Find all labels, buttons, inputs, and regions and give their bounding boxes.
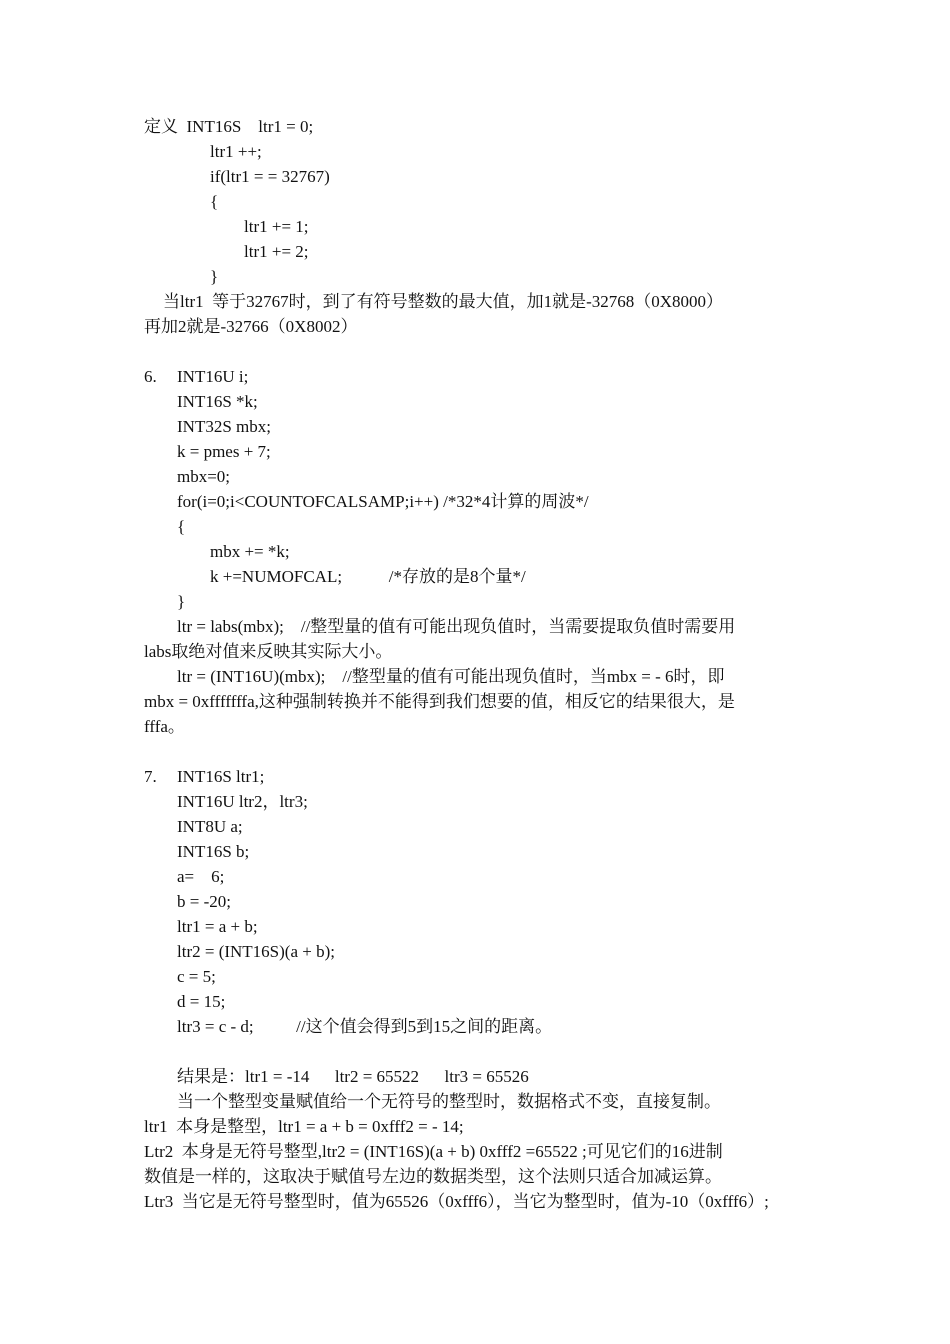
code-line: ltr1 ++; — [210, 142, 262, 161]
explanation-line: 当一个整型变量赋值给一个无符号的整型时，数据格式不变，直接复制。 — [177, 1092, 721, 1111]
code-line: d = 15; — [177, 992, 226, 1011]
code-line: c = 5; — [177, 967, 216, 986]
section-number: 7. — [144, 767, 157, 786]
definition-line: 定义 INT16S ltr1 = 0; — [144, 117, 314, 136]
code-line: ltr1 += 1; — [244, 217, 309, 236]
explanation-line: 数值是一样的，这取决于赋值号左边的数据类型，这个法则只适合加减运算。 — [144, 1167, 722, 1186]
explanation-line: labs取绝对值来反映其实际大小。 — [144, 642, 393, 661]
code-line: b = -20; — [177, 892, 231, 911]
explanation-line: ltr1 本身是整型，ltr1 = a + b = 0xfff2 = - 14; — [144, 1117, 464, 1136]
section-number: 6. — [144, 367, 157, 386]
code-line: INT32S mbx; — [177, 417, 271, 436]
code-line: INT16S ltr1; — [177, 767, 265, 786]
code-line: { — [210, 192, 219, 211]
code-line: { — [177, 517, 186, 536]
code-line: } — [210, 267, 219, 286]
code-line: k = pmes + 7; — [177, 442, 271, 461]
code-line: INT16S b; — [177, 842, 250, 861]
code-line: ltr = labs(mbx); //整型量的值有可能出现负值时，当需要提取负值时需要用 — [177, 617, 736, 636]
result-line: 结果是：ltr1 = -14 ltr2 = 65522 ltr3 = 65526 — [177, 1067, 529, 1086]
explanation-line: Ltr2 本身是无符号整型,ltr2 = (INT16S)(a + b) 0xfff2 =65522 ;可见它们的16进制 — [144, 1142, 723, 1161]
code-line: if(ltr1 = = 32767) — [210, 167, 330, 186]
explanation-line: 当ltr1 等于32767时，到了有符号整数的最大值，加1就是-32768（0X8000） — [163, 292, 724, 311]
code-line: k +=NUMOFCAL; /*存放的是8个量*/ — [210, 567, 526, 586]
explanation-line: Ltr3 当它是无符号整型时，值为65526（0xfff6），当它为整型时，值为-10（0xfff6）; — [144, 1192, 769, 1211]
code-line: for(i=0;i<COUNTOFCALSAMP;i++) /*32*4计算的周波*/ — [177, 492, 589, 511]
code-line: mbx=0; — [177, 467, 231, 486]
code-line: } — [177, 592, 186, 611]
code-line: ltr1 = a + b; — [177, 917, 258, 936]
code-line: INT16S *k; — [177, 392, 258, 411]
code-line: ltr2 = (INT16S)(a + b); — [177, 942, 335, 961]
code-line: ltr3 = c - d; //这个值会得到5到15之间的距离。 — [177, 1017, 553, 1036]
code-line: INT16U ltr2，ltr3; — [177, 792, 308, 811]
code-line: a= 6; — [177, 867, 225, 886]
explanation-line: 再加2就是-32766（0X8002） — [144, 317, 358, 336]
code-line: INT8U a; — [177, 817, 243, 836]
code-line: INT16U i; — [177, 367, 249, 386]
code-line: ltr = (INT16U)(mbx); //整型量的值有可能出现负值时，当mbx = - 6时，即 — [177, 667, 725, 686]
explanation-line: fffa。 — [144, 717, 185, 736]
code-line: ltr1 += 2; — [244, 242, 309, 261]
explanation-line: mbx = 0xfffffffa,这种强制转换并不能得到我们想要的值，相反它的结果很大，是 — [144, 692, 735, 711]
code-line: mbx += *k; — [210, 542, 290, 561]
